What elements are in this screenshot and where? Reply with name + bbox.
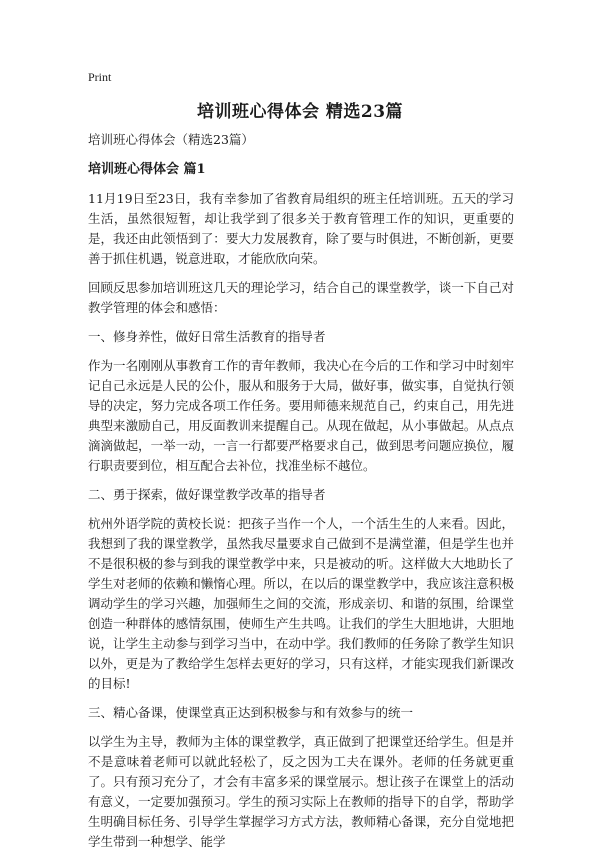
point-heading-1: 一、修身养性，做好日常生活教育的指导者 — [88, 329, 326, 344]
document-subtitle: 培训班心得体会（精选23篇） — [88, 132, 254, 147]
section-heading: 培训班心得体会 篇1 — [88, 162, 206, 177]
print-label: Print — [88, 70, 112, 84]
document-title: 培训班心得体会 精选23篇 — [196, 102, 404, 122]
paragraph-reflection: 回顾反思参加培训班这几天的理论学习，结合自己的课堂教学，谈一下自己对教学管理的体会和感悟： — [88, 280, 514, 315]
paragraph-point-2: 杭州外语学院的黄校长说：把孩子当作一个人，一个活生生的人来看。因此，我想到了我的课堂教学，虽然我尽量要求自己做到不是满堂灌，但是学生也并不是很积极的参与到我的课堂教学中来，只是被动的听。这样做大大地助长了学生对老师的依赖和懒惰心理。所以，在以后的课堂教学中，我应该注意积极调动学生的学习兴趣，加强师生之间的交流，形成亲切、和谐的氛围，给课堂创造一种群体的感情氛围，使师生产生共鸣。让我们的学生大胆地讲，大胆地说，让学生主动参与到学习当中，在动中学。我们教师的任务除了教学生知识以外，更是为了教给学生怎样去更好的学习，只有这样，才能实现我们新课改的目标! — [88, 516, 514, 691]
point-heading-3: 三、精心备课，使课堂真正达到积极参与和有效参与的统一 — [88, 705, 414, 720]
paragraph-intro: 11月19日至23日，我有幸参加了省教育局组织的班主任培训班。五天的学习生活，虽然很短暂，却让我学到了很多关于教育管理工作的知识，更重要的是，我还由此领悟到了：要大力发展教育，除了要与时俱进，不断创新，更要善于抓住机遇，锐意进取，才能欣欣向荣。 — [88, 191, 514, 266]
paragraph-point-3: 以学生为主导，教师为主体的课堂教学，真正做到了把课堂还给学生。但是并不是意味着老师可以就此轻松了，反之因为工夫在课外。老师的任务就更重了。只有预习充分了，才会有丰富多采的课堂展示。想让孩子在课堂上的活动有意义，一定要加强预习。学生的预习实际上在教师的指导下的自学，帮助学生明确目标任务、引导学生掌握学习方式方法，教师精心备课，充分自觉地把学生带到一种想学、能学 — [88, 734, 514, 849]
document-body — [88, 130, 514, 861]
paragraph-point-1: 作为一名刚刚从事教育工作的青年教师，我决心在今后的工作和学习中时刻牢记自己永远是人民的公仆，服从和服务于大局，做好事，做实事，自觉执行领导的决定，努力完成各项工作任务。要用师德来规范自己，约束自己，用先进典型来激励自己，用反面教训来提醒自己。从现在做起，从小事做起。从点点滴滴做起，一举一动，一言一行都要严格要求自己，做到思考问题应换位，履行职责要到位，相互配合去补位，找准坐标不越位。 — [88, 358, 514, 473]
point-heading-2: 二、勇于探索，做好课堂教学改革的指导者 — [88, 487, 326, 502]
